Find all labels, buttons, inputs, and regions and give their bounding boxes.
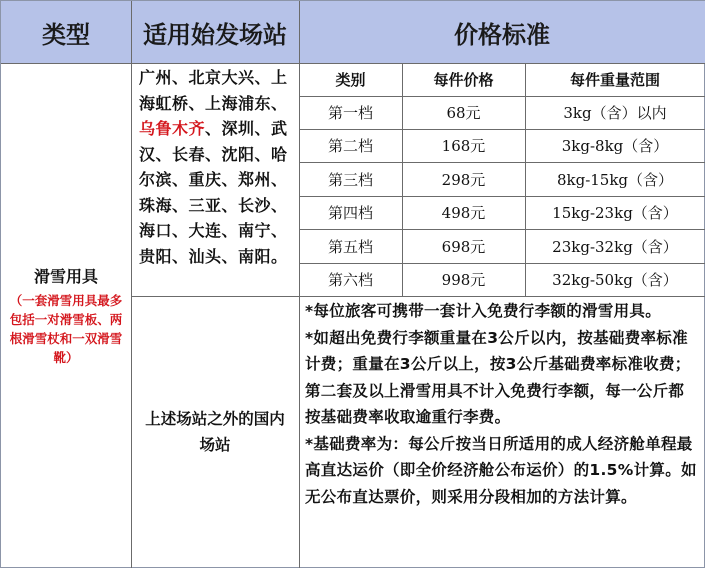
row3-category: 第三档 [327, 170, 373, 189]
row6-price: 998元 [441, 271, 486, 289]
notes [299, 296, 705, 568]
divider [131, 1, 132, 568]
other-stations [131, 296, 299, 568]
row2-weight: 3kg-8kg（含） [561, 137, 669, 155]
row1-category: 第一档 [327, 104, 373, 122]
divider [525, 63, 526, 296]
row5-weight: 23kg-32kg（含） [552, 237, 678, 256]
row5-category: 第五档 [327, 237, 373, 256]
divider [131, 296, 705, 297]
divider [402, 63, 403, 296]
station-highlight: 乌鲁木齐 [139, 119, 206, 138]
row3-weight: 8kg-15kg（含） [556, 170, 674, 189]
note-2: *如超出免费行李额重量在3公斤以内，按基础费率标准计费；重量在3公斤以上，按3公斤基础费率标准收费；第二套及以上滑雪用具不计入免费行李额，每一公斤都按基础费率收取逾重行李费。 [305, 328, 691, 426]
row4-category: 第四档 [327, 204, 373, 222]
col-weight: 每件重量范围 [569, 71, 660, 89]
row1-weight: 3kg（含）以内 [563, 104, 667, 122]
col-category: 类别 [335, 71, 366, 89]
header-type: 类型 [1, 1, 131, 63]
row4-weight: 15kg-23kg（含） [552, 204, 678, 222]
note-3: *基础费率为：每公斤按当日所适用的成人经济舱单程最高直达运价（即全价经济舱公布运价）的1.5%计算。如无公布直达票价，则采用分段相加的方法计算。 [305, 434, 697, 506]
row5-price: 698元 [441, 237, 486, 256]
station-list-part1: 广州、北京大兴、上海虹桥、上海浦东、 [139, 68, 288, 113]
row4-price: 498元 [441, 204, 486, 222]
divider [299, 96, 705, 97]
row6-category: 第六档 [327, 271, 373, 289]
note-1: *每位旅客可携带一套计入免费行李额的滑雪用具。 [305, 302, 662, 320]
divider [299, 263, 705, 264]
divider [1, 63, 705, 64]
item-name: 滑雪用具 [33, 267, 98, 286]
other-stations-text: 上述场站之外的国内场站 [145, 410, 285, 454]
row2-price: 168元 [441, 137, 486, 155]
station-list [131, 63, 299, 296]
item-note: （一套滑雪用具最多包括一对滑雪板、两根滑雪杖和一双滑雪靴） [9, 293, 123, 365]
station-list-part2: 、深圳、武汉、长春、沈阳、哈尔滨、重庆、郑州、珠海、三亚、长沙、海口、大连、南宁、贵阳、汕头、南阳。 [139, 119, 288, 266]
col-price: 每件价格 [433, 71, 494, 89]
row2-category: 第二档 [327, 137, 373, 155]
row1-price: 68元 [446, 104, 481, 122]
row6-weight: 32kg-50kg（含） [552, 271, 678, 289]
divider [299, 129, 705, 130]
divider [299, 196, 705, 197]
divider [299, 1, 300, 568]
divider [299, 229, 705, 230]
divider [299, 162, 705, 163]
header-price: 价格标准 [299, 1, 705, 63]
header-stations: 适用始发场站 [131, 1, 299, 63]
item-cell [1, 63, 131, 568]
row3-price: 298元 [441, 170, 486, 189]
